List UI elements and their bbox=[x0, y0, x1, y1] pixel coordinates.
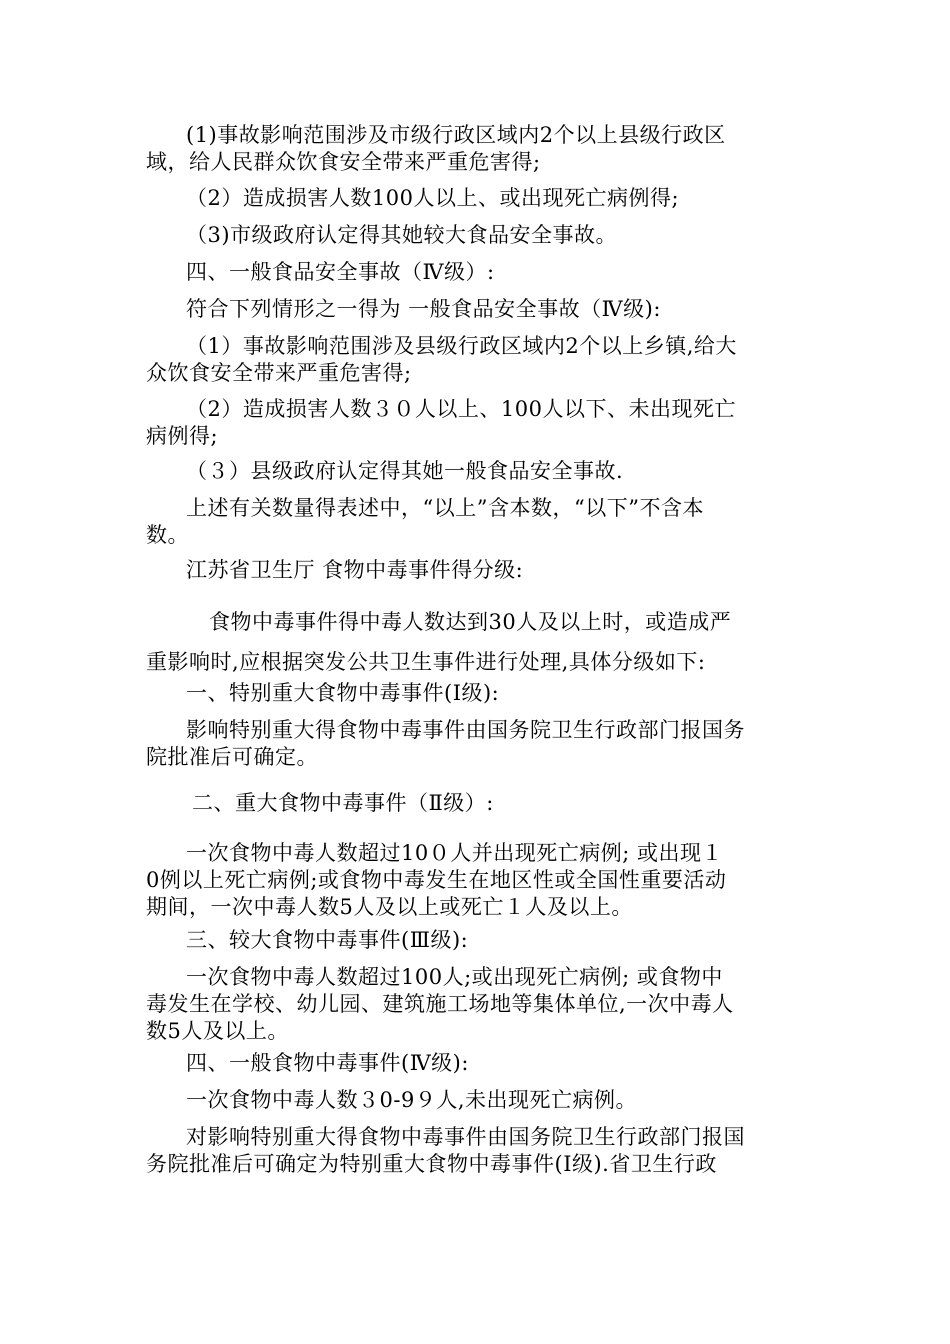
text-line: 三、较大食物中毒事件(Ⅲ级): bbox=[186, 928, 469, 952]
text-line: 院批准后可确定。 bbox=[146, 745, 318, 769]
text-line: 上述有关数量得表述中，“以上”含本数，“以下”不含本 bbox=[186, 496, 704, 520]
text-line: 一次食物中毒人数超过100人;或出现死亡病例; 或食物中 bbox=[186, 965, 723, 989]
text-line: 对影响特别重大得食物中毒事件由国务院卫生行政部门报国 bbox=[186, 1125, 745, 1149]
text-line: 期间，一次中毒人数5人及以上或死亡１人及以上。 bbox=[146, 895, 633, 919]
text-line: 数。 bbox=[146, 523, 189, 547]
text-line: 域，给人民群众饮食安全带来严重危害得; bbox=[146, 150, 541, 174]
text-line: 二、重大食物中毒事件（Ⅱ级）: bbox=[192, 791, 494, 815]
paragraph bbox=[146, 333, 811, 387]
paragraph bbox=[146, 458, 811, 485]
text-line: (1)事故影响范围涉及市级行政区域内2个以上县级行政区 bbox=[186, 123, 726, 147]
text-line: 毒发生在学校、幼儿园、建筑施工场地等集体单位,一次中毒人 bbox=[146, 992, 734, 1016]
text-line: 一、特别重大食物中毒事件(I级): bbox=[186, 681, 500, 705]
text-line: 食物中毒事件得中毒人数达到30人及以上时，或造成严 bbox=[209, 610, 732, 634]
text-line: 病例得; bbox=[146, 424, 219, 448]
text-line: 一次食物中毒人数超过10０人并出现死亡病例; 或出现１ bbox=[186, 841, 723, 865]
paragraph bbox=[146, 396, 811, 450]
text-line: 影响特别重大得食物中毒事件由国务院卫生行政部门报国务 bbox=[186, 718, 745, 742]
paragraph bbox=[146, 1050, 811, 1077]
paragraph bbox=[146, 495, 811, 549]
text-line: 四、一般食品安全事故（Ⅳ级）: bbox=[186, 260, 495, 284]
paragraph bbox=[146, 222, 811, 249]
paragraph bbox=[146, 602, 811, 682]
text-line: 江苏省卫生厅 食物中毒事件得分级: bbox=[186, 558, 524, 582]
paragraph bbox=[146, 296, 811, 323]
paragraph bbox=[146, 1087, 811, 1114]
paragraph bbox=[146, 790, 811, 817]
text-line: 一次食物中毒人数３0-9９人,未出现死亡病例。 bbox=[186, 1088, 637, 1112]
paragraph bbox=[146, 122, 811, 176]
text-line: 四、一般食物中毒事件(Ⅳ级): bbox=[186, 1051, 469, 1075]
text-line: 务院批准后可确定为特别重大食物中毒事件(I级).省卫生行政 bbox=[146, 1152, 717, 1176]
text-line: （3)市级政府认定得其她较大食品安全事故。 bbox=[186, 223, 618, 247]
paragraph bbox=[146, 185, 811, 212]
text-line: （2）造成损害人数３０人以上、100人以下、未出现死亡 bbox=[186, 397, 736, 421]
paragraph bbox=[146, 840, 811, 921]
text-line: （1）事故影响范围涉及县级行政区域内2个以上乡镇,给大 bbox=[186, 334, 737, 358]
paragraph bbox=[146, 680, 811, 707]
text-line: 众饮食安全带来严重危害得; bbox=[146, 361, 412, 385]
paragraph bbox=[146, 557, 811, 584]
paragraph bbox=[146, 1124, 811, 1178]
paragraph bbox=[146, 717, 811, 771]
text-line: （2）造成损害人数100人以上、或出现死亡病例得; bbox=[186, 186, 680, 210]
paragraph bbox=[146, 927, 811, 954]
text-line: 符合下列情形之一得为 一般食品安全事故（Ⅳ级): bbox=[186, 297, 661, 321]
text-line: （３）县级政府认定得其她一般食品安全事故. bbox=[186, 459, 624, 483]
paragraph bbox=[146, 259, 811, 286]
text-line: 数5人及以上。 bbox=[146, 1019, 289, 1043]
text-line: 0例以上死亡病例;或食物中毒发生在地区性或全国性重要活动 bbox=[146, 868, 727, 892]
text-line: 重影响时,应根据突发公共卫生事件进行处理,具体分级如下: bbox=[146, 650, 706, 674]
paragraph bbox=[146, 964, 811, 1045]
